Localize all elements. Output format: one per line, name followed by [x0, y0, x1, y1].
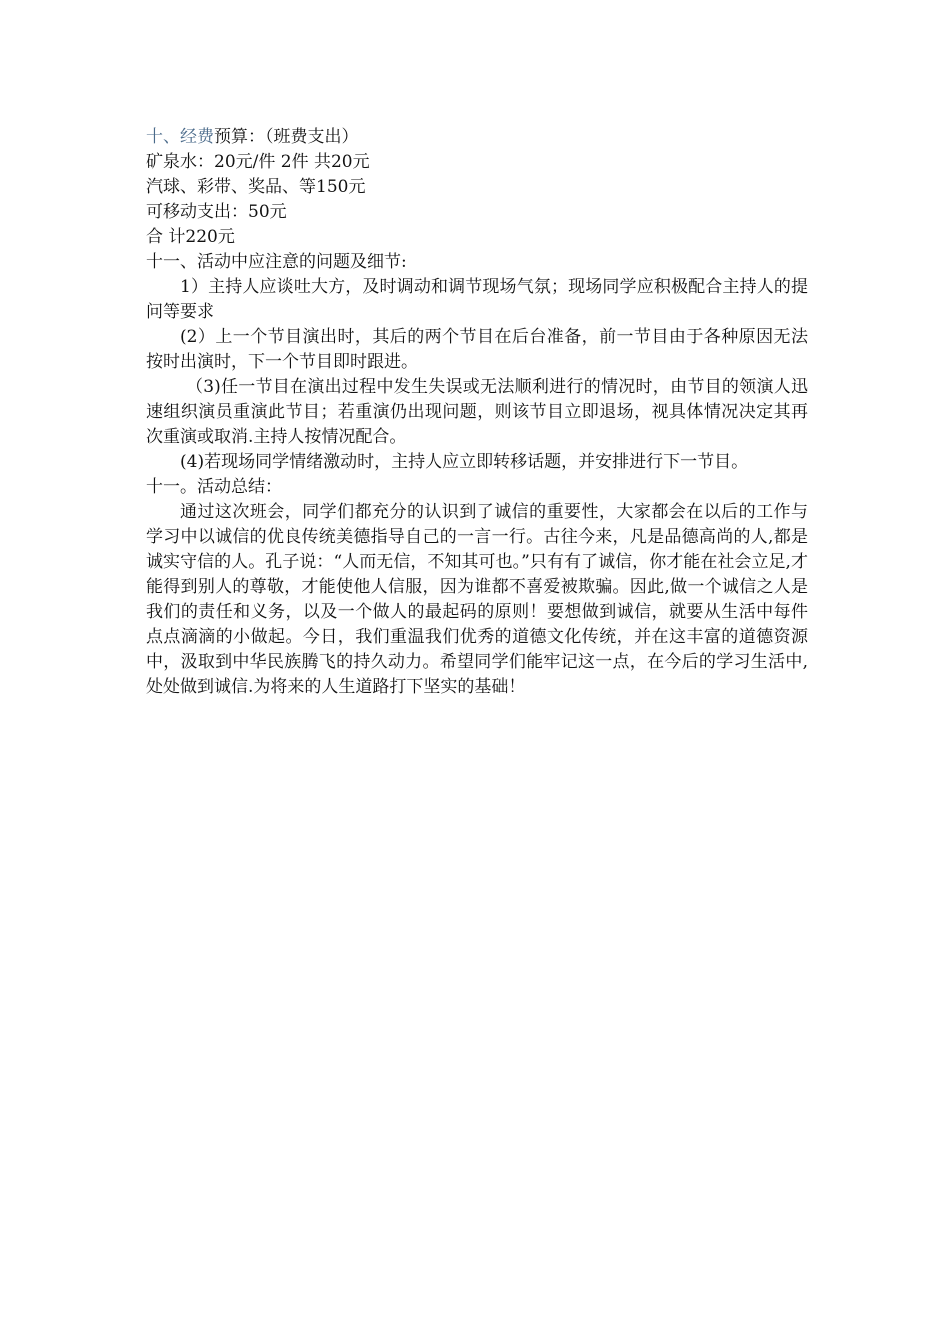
- budget-heading: [146, 125, 808, 150]
- note-item-2: (2）上一个节目演出时，其后的两个节目在后台准备，前一节目由于各种原因无法按时出演时，下一个节目即时跟进。: [146, 327, 808, 372]
- budget-item-total: 合 计220元: [146, 227, 235, 247]
- budget-heading-accent: 十、经费: [146, 127, 214, 147]
- budget-heading-rest: 预算：（班费支出）: [214, 127, 359, 147]
- summary-body: 通过这次班会，同学们都充分的认识到了诚信的重要性，大家都会在以后的工作与学习中以诚信的优良传统美德指导自己的一言一行。古往今来，凡是品德高尚的人,都是诚实守信的人。孔子说：“人而无信，不知其可也。”只有有了诚信，你才能在社会立足,才能得到别人的尊敬，才能使他人信服，因为谁都不喜爱被欺骗。因此,做一个诚信之人是我们的责任和义务，以及一个做人的最起码的原则！要想做到诚信，就要从生活中每件点点滴滴的小做起。今日，我们重温我们优秀的道德文化传统，并在这丰富的道德资源中，汲取到中华民族腾飞的持久动力。希望同学们能牢记这一点，在今后的学习生活中,处处做到诚信.为将来的人生道路打下坚实的基础！: [146, 502, 808, 697]
- budget-item-water: 矿泉水：20元/件 2件 共20元: [146, 152, 370, 172]
- budget-item-decorations: 汽球、彩带、奖品、等150元: [146, 177, 366, 197]
- document-body: [146, 125, 808, 700]
- notes-heading: 十一、活动中应注意的问题及细节:: [146, 252, 407, 272]
- note-item-1: 1）主持人应谈吐大方，及时调动和调节现场气氛；现场同学应积极配合主持人的提问等要求: [146, 277, 808, 322]
- note-item-3: （3)任一节目在演出过程中发生失误或无法顺利进行的情况时，由节目的领演人迅速组织演员重演此节目；若重演仍出现问题，则该节目立即退场，视具体情况决定其再次重演或取消.主持人按情况配合。: [146, 377, 808, 447]
- summary-heading: 十一。活动总结：: [146, 477, 282, 497]
- budget-item-flexible: 可移动支出：50元: [146, 202, 287, 222]
- note-item-4: (4)若现场同学情绪激动时，主持人应立即转移话题，并安排进行下一节目。: [180, 452, 749, 472]
